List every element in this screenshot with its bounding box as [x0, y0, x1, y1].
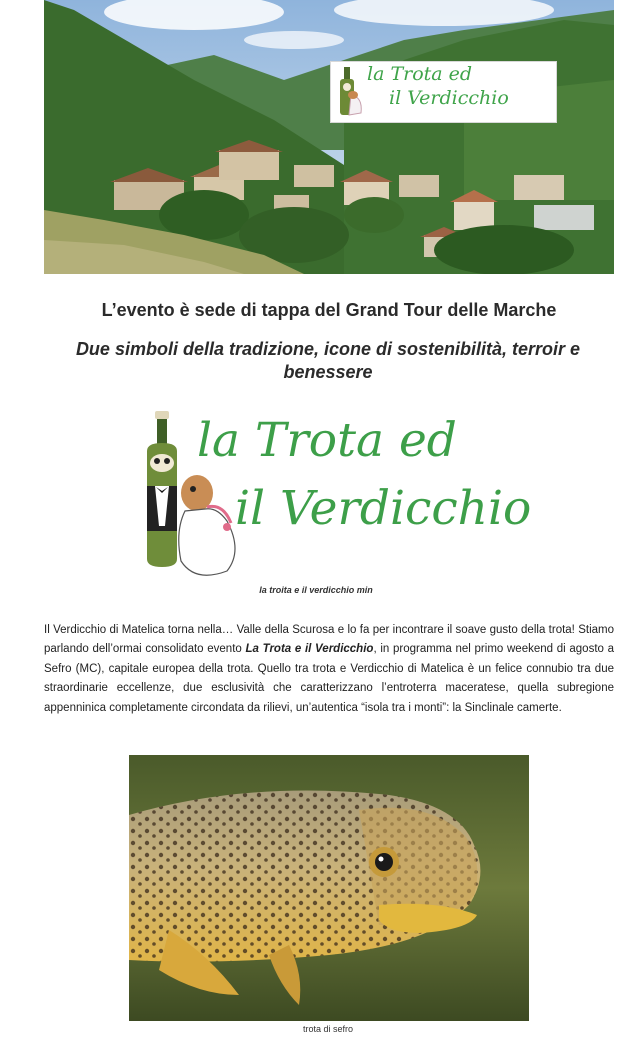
logo-title-line1: la Trota ed [197, 413, 457, 468]
village-landscape-illustration [44, 0, 614, 274]
brown-trout-illustration [129, 755, 529, 1021]
article-paragraph [44, 621, 614, 718]
event-logo-image [125, 405, 535, 583]
hero-badge-title-line1: la Trota ed [367, 63, 473, 85]
hero-badge-title-line2: il Verdicchio [389, 87, 509, 109]
paragraph-text-part2: , in programma nel primo weekend di agosto a Sefro (MC), capitale europea della trota. Quello tra trota e Verdicchio di Matelica è un felice connubio tra due straordinarie eccellenze, due esclusività che caratterizzano l’entroterra maceratese, quella subregione appenninica completamente circondata da rilievi, un’autentica “isola tra i monti”: la Sinclinale camerte. [44, 643, 615, 714]
event-name: La Trota e il Verdicchio [245, 643, 374, 656]
trout-caption: trota di sefro [302, 1024, 354, 1034]
trout-photo [129, 755, 529, 1021]
hero-image [44, 0, 614, 274]
logo-title-line2: il Verdicchio [235, 481, 532, 536]
hero-logo-badge [330, 61, 557, 123]
article-subtitle: Due simboli della tradizione, icone di sostenibilità, terroir e benessere [75, 339, 581, 382]
logo-caption: la troita e il verdicchio min [259, 585, 373, 595]
paragraph-text-part1: Il Verdicchio di Matelica torna nella… Valle della Scurosa e lo fa per incontrare il soave gusto della trota! Stiamo parlando dell’ormai consolidato evento [44, 624, 614, 656]
article-title: L’evento è sede di tappa del Grand Tour delle Marche [101, 300, 557, 320]
wine-bottle-icon [335, 65, 365, 119]
